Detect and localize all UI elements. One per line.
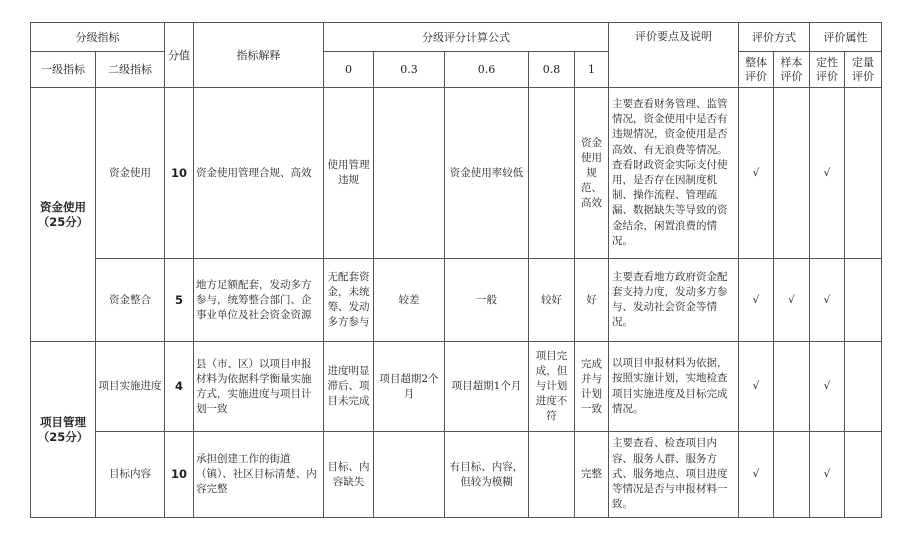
formula-06-header: 0.6 (445, 52, 529, 88)
formula-03-cell: 项目超期2个月 (374, 342, 445, 432)
level1-header: 一级指标 (31, 52, 96, 88)
score-cell: 10 (165, 432, 194, 518)
header-row-2 (31, 52, 882, 88)
overall-check: √ (739, 432, 774, 518)
sample-check: √ (774, 259, 810, 342)
formula-06-cell: 项目超期1个月 (445, 342, 529, 432)
formula-03-header: 0.3 (374, 52, 445, 88)
formula-1-cell: 完成并与计划一致 (575, 342, 609, 432)
quantitative-check (845, 88, 882, 259)
qualitative-check: √ (810, 342, 845, 432)
score-cell: 10 (165, 88, 194, 259)
formula-08-header: 0.8 (529, 52, 575, 88)
sample-eval-header: 样本评价 (774, 52, 810, 88)
eval-attr-header: 评价属性 (810, 23, 882, 52)
sample-check (774, 432, 810, 518)
level1-cell: 项目管理（25分） (31, 342, 96, 518)
formula-0-cell: 目标、内容缺失 (324, 432, 374, 518)
qualitative-check: √ (810, 88, 845, 259)
explanation-header: 指标解释 (194, 23, 324, 88)
formula-03-cell: 较差 (374, 259, 445, 342)
explanation-cell: 县（市、区）以项目申报材料为依据科学衡量实施方式，实施进度与项目计划一致 (194, 342, 324, 432)
eval-method-header: 评价方式 (739, 23, 810, 52)
formula-0-cell: 进度明显滞后、项目未完成 (324, 342, 374, 432)
table-row (31, 342, 882, 432)
formula-header: 分级评分计算公式 (324, 23, 609, 52)
key-points-cell: 以项目申报材料为依据，按照实施计划，实地检查项目实施进度及目标完成情况。 (609, 342, 739, 432)
table-row (31, 88, 882, 259)
score-cell: 5 (165, 259, 194, 342)
formula-1-cell: 完整 (575, 432, 609, 518)
explanation-cell: 地方足额配套，发动多方参与，统筹整合部门、企事业单位及社会资金资源 (194, 259, 324, 342)
evaluation-table (30, 22, 882, 518)
score-cell: 4 (165, 342, 194, 432)
sample-check (774, 88, 810, 259)
score-header: 分值 (165, 23, 194, 88)
explanation-cell: 承担创建工作的街道（镇）、社区目标清楚、内容完整 (194, 432, 324, 518)
overall-check: √ (739, 259, 774, 342)
overall-check: √ (739, 88, 774, 259)
formula-0-cell: 无配套资金，未统筹、发动多方参与 (324, 259, 374, 342)
quantitative-check (845, 259, 882, 342)
header-row-1 (31, 23, 882, 52)
qualitative-check: √ (810, 432, 845, 518)
quantitative-check (845, 432, 882, 518)
formula-08-cell (529, 88, 575, 259)
key-points-header: 评价要点及说明 (609, 23, 739, 88)
level1-cell: 资金使用（25分） (31, 88, 96, 342)
formula-1-cell: 好 (575, 259, 609, 342)
level2-cell: 项目实施进度 (96, 342, 165, 432)
quantitative-check (845, 342, 882, 432)
formula-03-cell (374, 88, 445, 259)
level2-cell: 资金使用 (96, 88, 165, 259)
formula-1-header: 1 (575, 52, 609, 88)
sample-check (774, 342, 810, 432)
level2-cell: 目标内容 (96, 432, 165, 518)
table-row (31, 432, 882, 518)
formula-03-cell (374, 432, 445, 518)
formula-0-header: 0 (324, 52, 374, 88)
overall-check: √ (739, 342, 774, 432)
formula-08-cell (529, 432, 575, 518)
level2-header: 二级指标 (96, 52, 165, 88)
formula-06-cell: 有目标、内容，但较为模糊 (445, 432, 529, 518)
overall-eval-header: 整体评价 (739, 52, 774, 88)
formula-06-cell: 资金使用率较低 (445, 88, 529, 259)
key-points-cell: 主要查看、检查项目内容、服务人群、服务方式、服务地点、项目进度等情况是否与申报材料一致。 (609, 432, 739, 518)
formula-1-cell: 资金使用规范、高效 (575, 88, 609, 259)
grade-index-header: 分级指标 (31, 23, 165, 52)
level2-cell: 资金整合 (96, 259, 165, 342)
key-points-cell: 主要查看财务管理、监管情况，资金使用中是否有违规情况，资金使用是否高效、有无浪费等情况。查看財政资金实际支付使用，是否存在因制度机制、操作流程、管理疏漏、数据缺失等导致的资金结余，闲置浪费的情况。 (609, 88, 739, 259)
explanation-cell: 资金使用管理合规、高效 (194, 88, 324, 259)
formula-0-cell: 使用管理违规 (324, 88, 374, 259)
formula-08-cell: 项目完成，但与计划进度不符 (529, 342, 575, 432)
qualitative-eval-header: 定性评价 (810, 52, 845, 88)
key-points-cell: 主要查看地方政府资金配套支持力度，发动多方参与、发动社会资金等情况。 (609, 259, 739, 342)
qualitative-check: √ (810, 259, 845, 342)
formula-06-cell: 一般 (445, 259, 529, 342)
quantitative-eval-header: 定量评价 (845, 52, 882, 88)
table-row (31, 259, 882, 342)
formula-08-cell: 较好 (529, 259, 575, 342)
